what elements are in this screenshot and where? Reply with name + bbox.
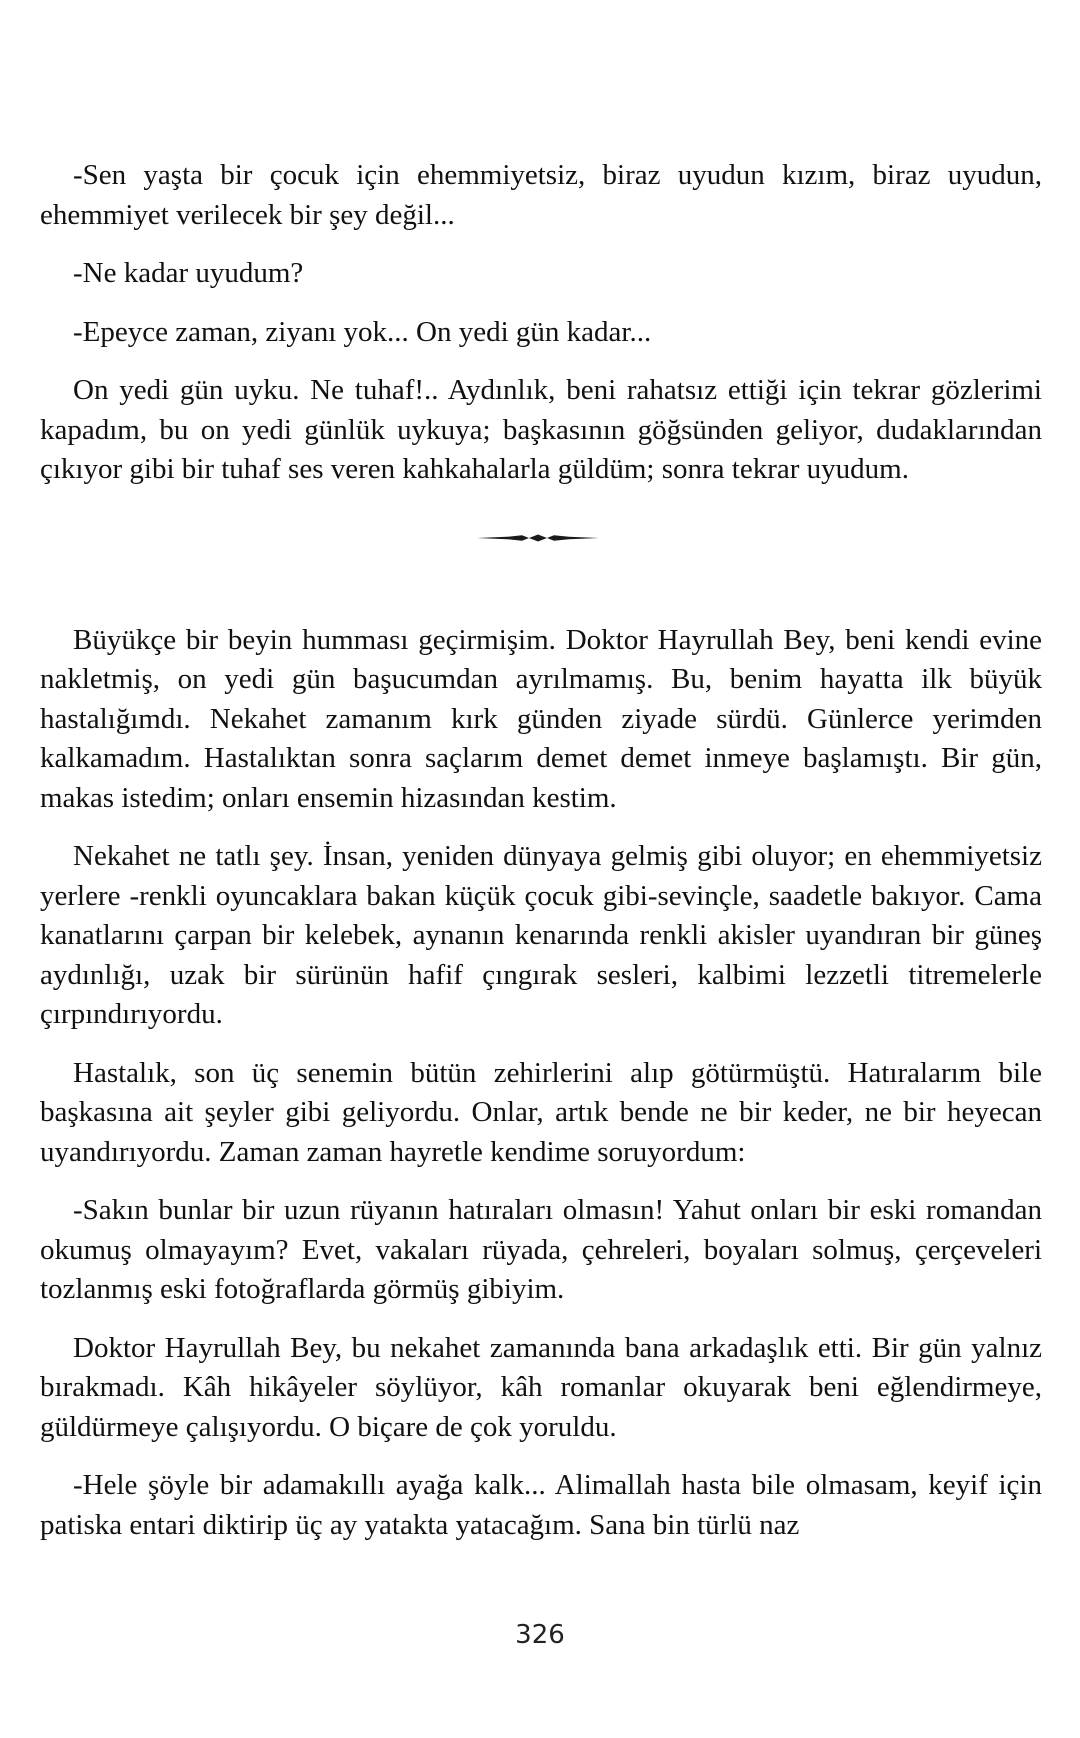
page-body	[40, 156, 1042, 1564]
paragraph-dialogue-1: -Sen yaşta bir çocuk için ehemmiyetsiz, biraz uyudun kızım, biraz uyudun, ehemmiyet verilecek bir şey değil...	[40, 159, 1042, 231]
paragraph-narration-4: Hastalık, son üç senemin bütün zehirlerini alıp götürmüştü. Hatıralarım bile başkasına ait şeyler gibi geliyordu. Onlar, artık bende ne bir keder, ne bir heyecan uyandırıyordu. Zaman zaman hayretle kendime soruyordum:	[40, 1056, 1042, 1168]
paragraph-narration-3: Nekahet ne tatlı şey. İnsan, yeniden dünyaya gelmiş gibi oluyor; en ehemmiyetsiz yerlere -renkli oyuncaklara bakan küçük çocuk gibi-sevinçle, saadetle bakıyor. Cama kanatlarını çarpan bir kelebek, aynanın kenarında renkli akisler uyandıran bir güneş aydınlığı, uzak bir sürünün hafif çıngırak sesleri, kalbimi lezzetli titremelerle çırpındırıyordu.	[40, 840, 1042, 1030]
paragraph-dialogue-3: -Epeyce zaman, ziyanı yok... On yedi gün kadar...	[73, 315, 652, 348]
ornament-divider-icon	[477, 531, 599, 545]
paragraph-dialogue-5: -Hele şöyle bir adamakıllı ayağa kalk... Alimallah hasta bile olmasam, keyif için patiska entari diktirip üç ay yatakta yatacağım. Sana bin türlü naz	[40, 1469, 1042, 1541]
paragraph-narration-2: Büyükçe bir beyin humması geçirmişim. Doktor Hayrullah Bey, beni kendi evine nakletmiş, on yedi gün başucumdan ayrılmamış. Bu, benim hayatta ilk büyük hastalığımdı. Nekahet zamanım kırk günden ziyade sürdü. Günlerce yerimden kalkamadım. Hastalıktan sonra saçlarım demet demet inmeye başlamıştı. Bir gün, makas istedim; onları ensemin hizasından kestim.	[40, 623, 1042, 814]
paragraph-dialogue-4: -Sakın bunlar bir uzun rüyanın hatıraları olmasın! Yahut onları bir eski romandan okumuş olmayayım? Evet, vakaları rüyada, çehreleri, boyaları solmuş, çerçeveleri tozlanmış eski fotoğraflarda görmüş gibiyim.	[40, 1194, 1042, 1305]
paragraph-narration-1: On yedi gün uyku. Ne tuhaf!.. Aydınlık, beni rahatsız ettiği için tekrar gözlerimi kapadım, bu on yedi günlük uykuya; başkasının göğsünden geliyor, dudaklarından çıkıyor gibi bir tuhaf ses veren kahkahalarla güldüm; sonra tekrar uyudum.	[40, 374, 1042, 485]
section-break	[40, 509, 1042, 621]
paragraph-narration-5: Doktor Hayrullah Bey, bu nekahet zamanında bana arkadaşlık etti. Bir gün yalnız bırakmadı. Kâh hikâyeler söylüyor, kâh romanlar okuyarak beni eğlendirmeye, güldürmeye çalışıyordu. O biçare de çok yoruldu.	[40, 1331, 1042, 1443]
paragraph-dialogue-2: -Ne kadar uyudum?	[73, 257, 304, 289]
page-number: 326	[515, 1620, 565, 1650]
